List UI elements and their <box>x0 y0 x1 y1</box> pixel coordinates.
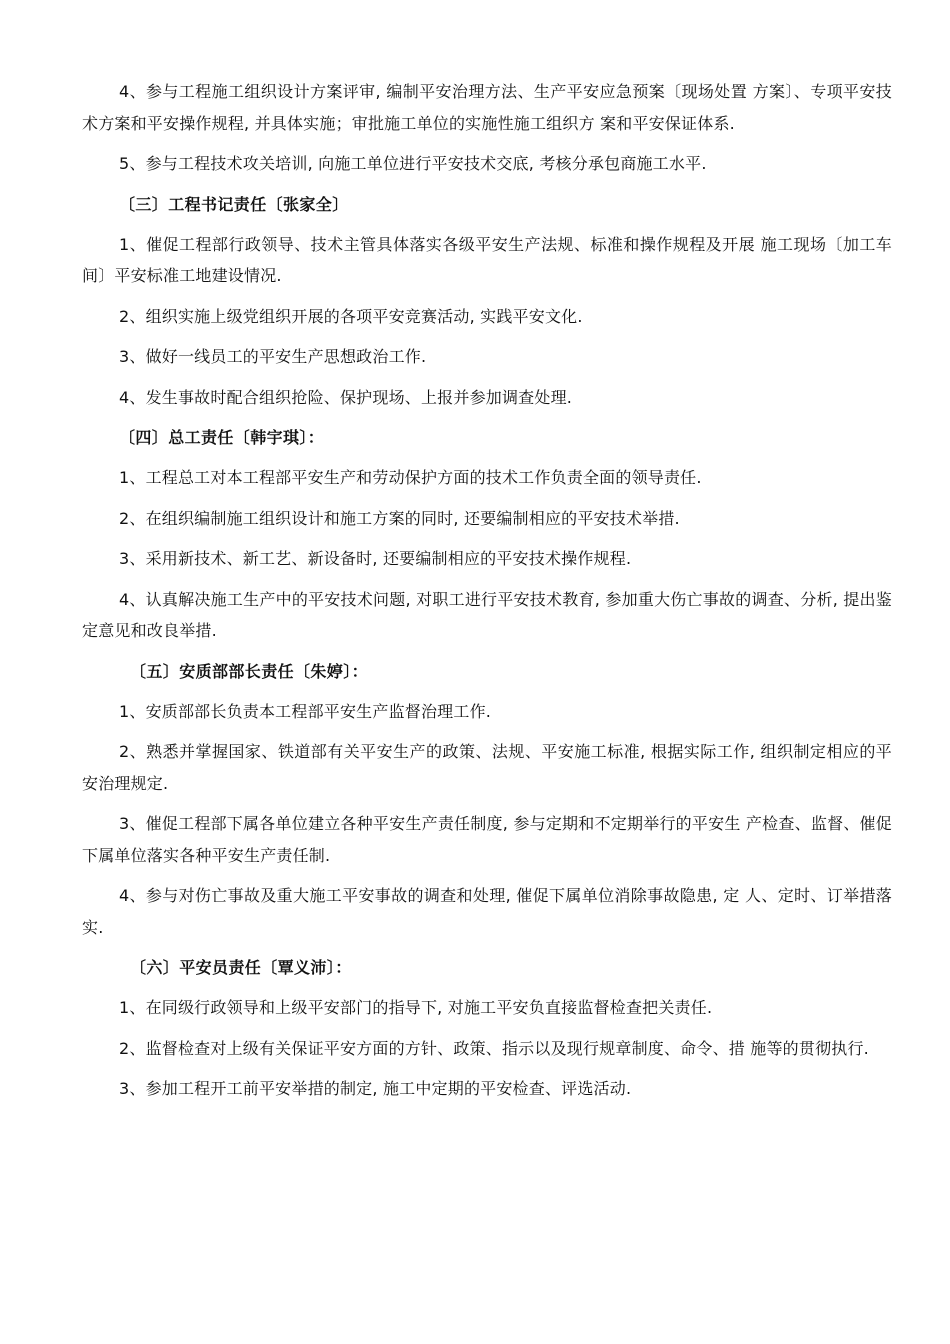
section-heading: 〔五〕安质部部长责任〔朱婷〕： <box>130 661 369 681</box>
paragraph: 1、催促工程部行政领导、技术主管具体落实各级平安生产法规、标准和操作规程及开展 施工现场〔加工车间〕平安标准工地建设情况. <box>82 234 892 285</box>
paragraph: 5、参与工程技术攻关培训, 向施工单位进行平安技术交底, 考核分承包商施工水平. <box>119 154 707 173</box>
paragraph: 3、采用新技术、新工艺、新设备时, 还要编制相应的平安技术操作规程. <box>119 549 632 568</box>
paragraph: 2、监督检查对上级有关保证平安方面的方针、政策、指示以及现行规章制度、命令、措 施等的贯彻执行. <box>119 1038 869 1058</box>
paragraph: 4、认真解决施工生产中的平安技术问题, 对职工进行平安技术教育, 参加重大伤亡事故的调查、分析, 提出鉴定意见和改良举措. <box>82 589 892 640</box>
paragraph: 4、发生事故时配合组织抢险、保护现场、上报并参加调查处理. <box>119 387 573 407</box>
section-heading: 〔六〕平安员责任〔覃义沛〕： <box>130 958 352 977</box>
paragraph: 4、参与对伤亡事故及重大施工平安事故的调查和处理, 催促下属单位消除事故隐患, 定 人、定时、订举措落实. <box>82 886 892 937</box>
paragraph: 3、催促工程部下属各单位建立各种平安生产责任制度, 参与定期和不定期举行的平安生 产检查、监督、催促下属单位落实各种平安生产责任制. <box>82 814 892 865</box>
paragraph: 4、参与工程施工组织设计方案评审, 编制平安治理方法、生产平安应急预案〔现场处置 方案〕、专项平安技术方案和平安操作规程, 并具体实施；审批施工单位的实施性施工组织方 案和平安保证体系. <box>82 82 892 133</box>
section-heading: 〔四〕总工责任〔韩宇琪〕： <box>119 428 325 447</box>
paragraph: 1、工程总工对本工程部平安生产和劳动保护方面的技术工作负责全面的领导责任. <box>119 468 702 487</box>
paragraph: 2、熟悉并掌握国家、铁道部有关平安生产的政策、法规、平安施工标准, 根据实际工作, 组织制定相应的平安治理规定. <box>82 742 892 793</box>
document-page <box>82 76 892 1114</box>
section-heading: 〔三〕工程书记责任〔张家全〕 <box>119 194 349 214</box>
paragraph: 2、组织实施上级党组织开展的各项平安竞赛活动, 实践平安文化. <box>119 306 583 326</box>
paragraph: 1、在同级行政领导和上级平安部门的指导下, 对施工平安负直接监督检查把关责任. <box>119 998 713 1017</box>
paragraph: 3、做好一线员工的平安生产思想政治工作. <box>119 347 427 366</box>
paragraph: 3、参加工程开工前平安举措的制定, 施工中定期的平安检查、评选活动. <box>119 1079 632 1098</box>
paragraph: 2、在组织编制施工组织设计和施工方案的同时, 还要编制相应的平安技术举措. <box>119 508 680 528</box>
paragraph: 1、安质部部长负责本工程部平安生产监督治理工作. <box>119 701 492 721</box>
